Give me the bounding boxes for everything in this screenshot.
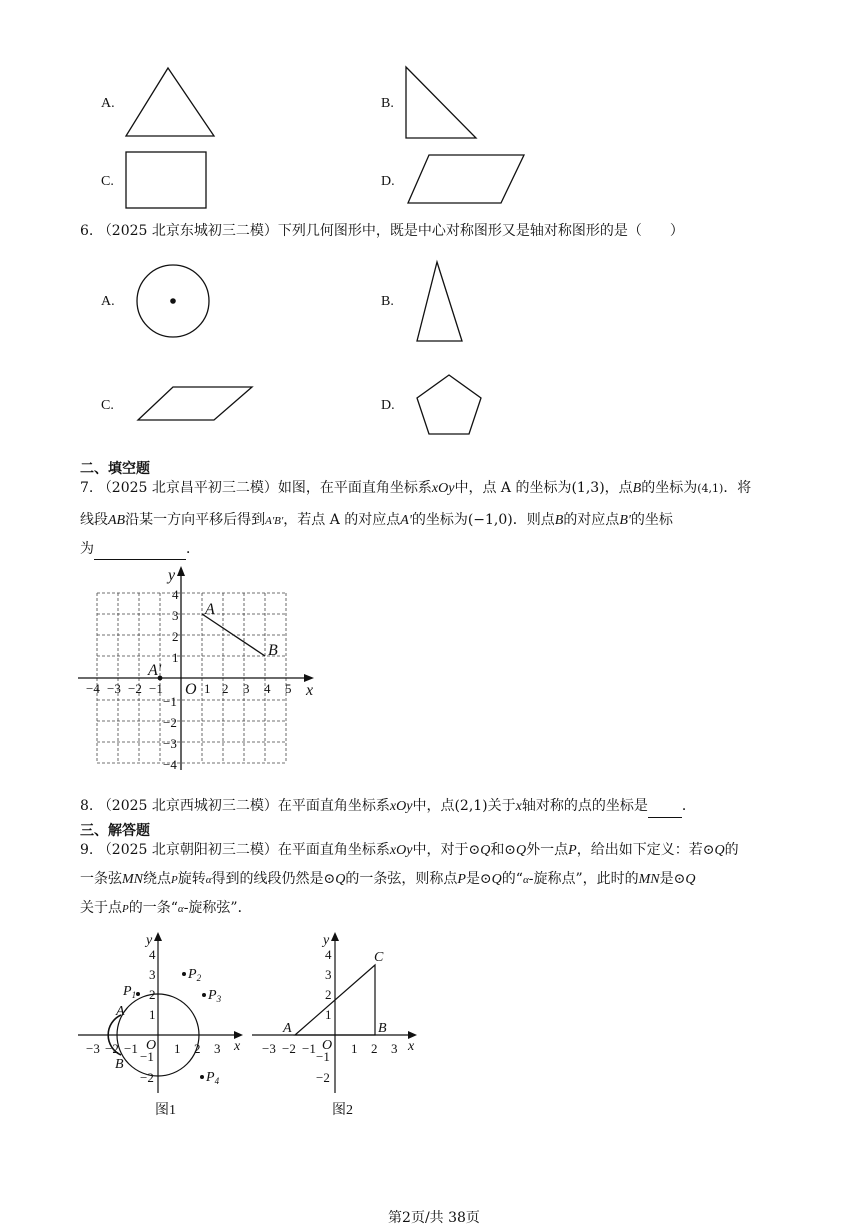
q9-line3: 关于点P的一条“α-旋称弦”．: [80, 900, 252, 916]
page-number: 第2页/共 38页: [388, 1210, 480, 1226]
q7-line1: 7. （2025 北京昌平初三二模）如图，在平面直角坐标系xOy中，点 A 的坐标为(1,3)，点B的坐标为(4,1)．将: [80, 480, 752, 496]
x-axis-label: x: [408, 1039, 415, 1054]
y-tick: 3: [172, 608, 179, 623]
point-p1-label: $P_1$: [123, 984, 137, 1000]
point-b-label: B: [268, 642, 278, 659]
q6-stem: 6. （2025 北京东城初三二模）下列几何图形中，既是中心对称图形又是轴对称图形的是（ ）: [80, 223, 684, 239]
y-tick: 2: [172, 629, 179, 644]
point-p2-label: $P_2$: [188, 967, 202, 983]
q5-option-c-label: C.: [101, 174, 114, 189]
x-tick: 3: [391, 1041, 398, 1056]
y-tick: −4: [163, 757, 177, 772]
point-p1: [136, 992, 140, 996]
parallelogram-shape: [404, 150, 530, 208]
y-tick: −2: [140, 1070, 154, 1085]
x-axis-label: x: [306, 682, 314, 699]
x-tick: 1: [204, 681, 211, 696]
x-tick: −1: [302, 1041, 316, 1056]
fig2-coordinate-graph: [250, 928, 424, 1128]
y-tick: 3: [149, 967, 156, 982]
y-tick: 2: [325, 987, 332, 1002]
section-title-fill-blank: 二、填空题: [80, 461, 150, 477]
point-a-label: A: [283, 1021, 292, 1036]
x-tick: 2: [222, 681, 229, 696]
y-axis-label: y: [168, 567, 176, 584]
point-c-label: C: [374, 950, 384, 965]
y-tick: −3: [163, 736, 177, 751]
figure-2-caption: 图2: [332, 1103, 353, 1118]
q7-line3: 为 ．: [80, 538, 200, 560]
y-tick: 4: [149, 947, 156, 962]
q5-option-d-label: D.: [381, 174, 395, 189]
x-tick: 4: [264, 681, 271, 696]
point-b-label: B: [115, 1057, 124, 1072]
q9-line1: 9. （2025 北京朝阳初三二模）在平面直角坐标系xOy中，对于⊙Q和⊙Q外一点P，给出如下定义：若⊙Q的: [80, 842, 739, 858]
q5-option-a-label: A.: [101, 96, 115, 111]
y-axis-label: y: [146, 933, 153, 948]
y-tick: 4: [172, 587, 179, 602]
answer-blank[interactable]: [94, 543, 186, 560]
pentagon-shape: [413, 372, 485, 438]
x-axis-arrow: [234, 1031, 243, 1039]
right-triangle-shape: [402, 64, 482, 142]
origin-label: O: [322, 1038, 333, 1053]
y-axis-label: y: [323, 933, 330, 948]
y-tick: 4: [325, 947, 332, 962]
y-tick: −1: [316, 1049, 330, 1064]
x-tick: −1: [124, 1041, 138, 1056]
q7-line2: 线段AB沿某一方向平移后得到A'B'，若点 A 的对应点A'的坐标为(−1,0)．则点B的对应点B'的坐标: [80, 512, 673, 528]
y-axis-arrow: [177, 566, 185, 576]
x-tick: −1: [149, 681, 163, 696]
point-p3: [202, 993, 206, 997]
y-axis-arrow: [331, 932, 339, 941]
q7-coordinate-graph: [76, 562, 322, 772]
figure-1-caption: 图1: [155, 1103, 176, 1118]
point-p3-label: $P_3$: [208, 988, 222, 1004]
x-tick: 3: [214, 1041, 221, 1056]
q5-option-b-label: B.: [381, 96, 394, 111]
x-tick: −2: [128, 681, 142, 696]
x-tick: −2: [105, 1041, 119, 1056]
segment-ab: [202, 614, 265, 656]
circle-with-center-shape: [134, 262, 212, 340]
y-tick: 1: [325, 1007, 332, 1022]
point-a-label: A: [116, 1004, 125, 1019]
x-tick: −2: [282, 1041, 296, 1056]
x-axis-arrow: [304, 674, 314, 682]
point-a-prime-label: A': [148, 662, 162, 679]
origin-label: O: [185, 681, 197, 698]
x-tick: −3: [262, 1041, 276, 1056]
y-tick: 2: [149, 987, 156, 1002]
section-title-answer: 三、解答题: [80, 823, 150, 839]
y-tick: −2: [163, 715, 177, 730]
x-tick: 2: [371, 1041, 378, 1056]
x-tick: 1: [351, 1041, 358, 1056]
x-tick: −3: [86, 1041, 100, 1056]
parallelogram-shape: [134, 384, 256, 424]
q9-line2: 一条弦MN绕点P旋转α得到的线段仍然是⊙Q的一条弦，则称点P是⊙Q的“α-旋称点”，此时的MN是⊙Q: [80, 871, 696, 887]
origin-label: O: [146, 1038, 157, 1053]
x-tick: −4: [86, 681, 100, 696]
y-tick: −1: [140, 1049, 154, 1064]
x-axis-label: x: [234, 1039, 241, 1054]
x-tick: 2: [194, 1041, 201, 1056]
q6-option-c-label: C.: [101, 398, 114, 413]
y-tick: 1: [172, 650, 179, 665]
x-tick: 5: [285, 681, 292, 696]
fig1-coordinate-graph: [76, 928, 250, 1128]
equilateral-triangle-shape: [122, 64, 217, 140]
x-axis-arrow: [408, 1031, 417, 1039]
rectangle-shape: [122, 149, 212, 213]
q6-option-a-label: A.: [101, 294, 115, 309]
isosceles-triangle-shape: [412, 258, 468, 346]
y-tick: −1: [163, 694, 177, 709]
point-a-label: A: [205, 601, 215, 618]
q6-option-b-label: B.: [381, 294, 394, 309]
x-tick: 1: [174, 1041, 181, 1056]
point-p2: [182, 972, 186, 976]
q6-option-d-label: D.: [381, 398, 395, 413]
point-p4-label: $P_4$: [206, 1070, 220, 1086]
x-tick: −3: [107, 681, 121, 696]
y-tick: 1: [149, 1007, 156, 1022]
y-axis-arrow: [154, 932, 162, 941]
y-tick: −2: [316, 1070, 330, 1085]
point-p4: [200, 1075, 204, 1079]
y-tick: 3: [325, 967, 332, 982]
point-b-label: B: [378, 1021, 387, 1036]
x-tick: 3: [243, 681, 250, 696]
answer-blank[interactable]: [648, 801, 682, 818]
q8-stem: 8. （2025 北京西城初三二模）在平面直角坐标系xOy中，点(2,1)关于x轴对称的点的坐标是 ．: [80, 795, 696, 818]
